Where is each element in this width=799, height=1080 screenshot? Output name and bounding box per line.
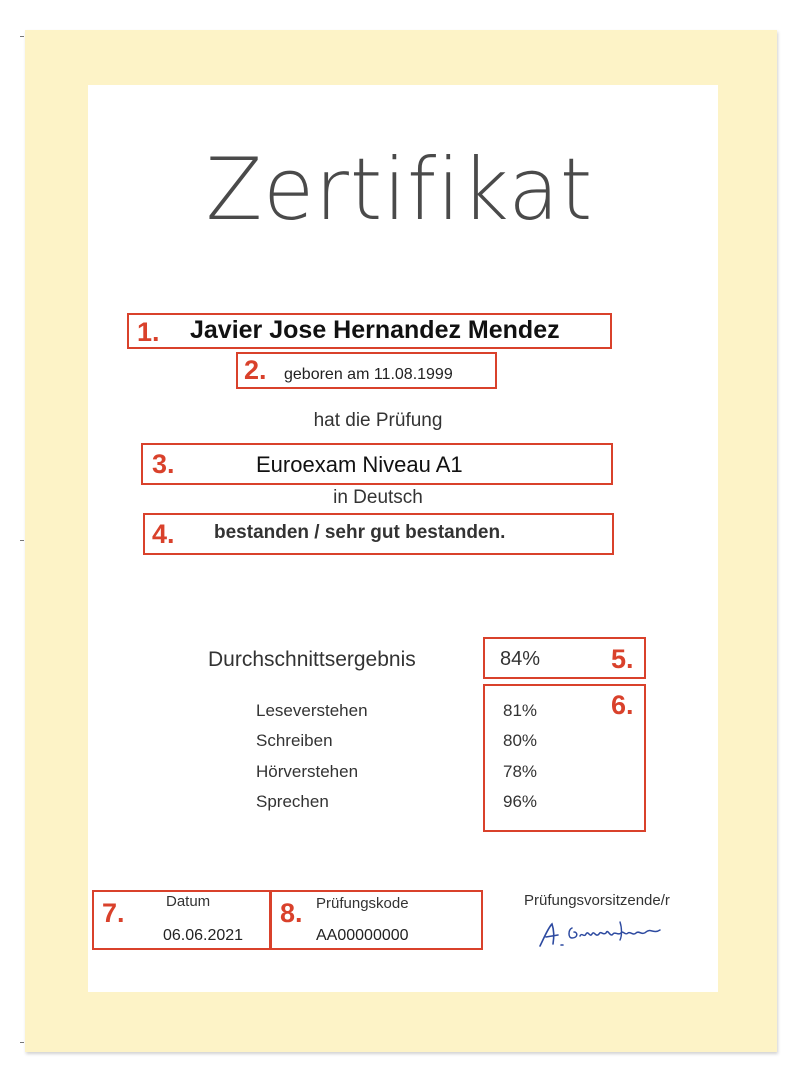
score-value: 78% xyxy=(503,762,538,781)
marker-7: 7. xyxy=(102,898,125,928)
date-label: Datum xyxy=(166,893,211,910)
code-value: AA00000000 xyxy=(316,927,409,944)
marker-3: 3. xyxy=(152,449,175,479)
exam-name: Euroexam Niveau A1 xyxy=(256,452,463,477)
date-value: 06.06.2021 xyxy=(163,927,244,944)
marker-6: 6. xyxy=(611,690,634,720)
crop-mark xyxy=(20,1042,24,1043)
exam-language: in Deutsch xyxy=(333,487,423,508)
marker-2: 2. xyxy=(244,355,267,385)
score-value: 96% xyxy=(503,792,538,811)
score-label: Schreiben xyxy=(256,731,333,750)
marker-5: 5. xyxy=(611,644,634,674)
crop-mark xyxy=(20,36,24,37)
birth-date: geboren am 11.08.1999 xyxy=(284,366,453,383)
average-label: Durchschnittsergebnis xyxy=(208,648,416,671)
marker-4: 4. xyxy=(152,519,175,549)
chair-label: Prüfungsvorsitzende/r xyxy=(524,892,670,909)
crop-mark xyxy=(20,540,24,541)
score-value: 81% xyxy=(503,701,538,720)
exam-intro: hat die Prüfung xyxy=(313,410,443,431)
score-label: Hörverstehen xyxy=(256,762,359,781)
certificate-title: Zertifikat xyxy=(205,140,594,240)
code-label: Prüfungskode xyxy=(316,895,409,912)
signature-image xyxy=(534,916,669,952)
average-value: 84% xyxy=(500,648,541,670)
score-value: 80% xyxy=(503,731,538,750)
score-label: Leseverstehen xyxy=(256,701,368,720)
marker-8: 8. xyxy=(280,898,303,928)
holder-name: Javier Jose Hernandez Mendez xyxy=(190,316,560,344)
marker-1: 1. xyxy=(137,317,160,347)
result-text: bestanden / sehr gut bestanden. xyxy=(214,522,506,543)
score-label: Sprechen xyxy=(256,792,329,811)
